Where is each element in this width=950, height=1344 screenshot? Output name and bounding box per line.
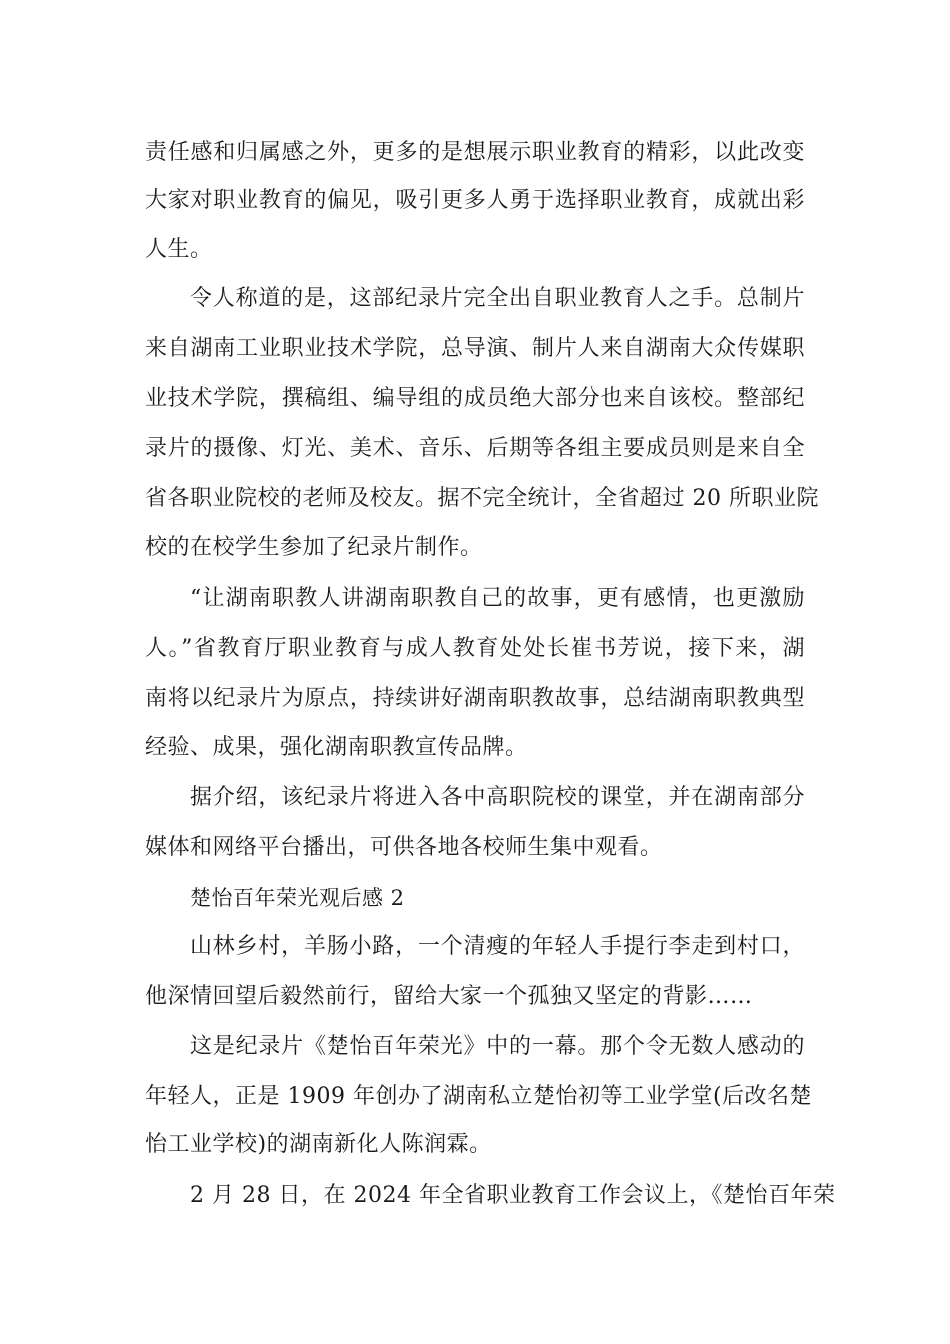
text-line: 人。”省教育厅职业教育与成人教育处处长崔书芳说，接下来，湖 (145, 636, 805, 661)
text-line: 他深情回望后毅然前行，留给大家一个孤独又坚定的背影…… (145, 984, 753, 1009)
text-line: 来自湖南工业职业技术学院，总导演、制片人来自湖南大众传媒职 (145, 336, 805, 361)
text-line: 校的在校学生参加了纪录片制作。 (145, 535, 483, 560)
text-line: 经验、成果，强化湖南职教宣传品牌。 (145, 735, 528, 760)
text-line: 业技术学院，撰稿组、编导组的成员绝大部分也来自该校。整部纪 (145, 386, 805, 411)
text-line: 南将以纪录片为原点，持续讲好湖南职教故事，总结湖南职教典型 (145, 686, 805, 711)
text-line: 媒体和网络平台播出，可供各地各校师生集中观看。 (145, 835, 663, 860)
text-line: 2 月 28 日，在 2024 年全省职业教育工作会议上，《楚怡百年荣 (190, 1183, 836, 1208)
text-line: “让湖南职教人讲湖南职教自己的故事，更有感情，也更激励 (190, 586, 805, 611)
text-line: 令人称道的是，这部纪录片完全出自职业教育人之手。总制片 (190, 286, 805, 311)
section-heading: 楚怡百年荣光观后感 2 (190, 886, 405, 910)
text-line: 山林乡村，羊肠小路，一个清瘦的年轻人手提行李走到村口， (190, 934, 805, 959)
text-line: 录片的摄像、灯光、美术、音乐、后期等各组主要成员则是来自全 (145, 436, 805, 461)
text-line: 年轻人，正是 1909 年创办了湖南私立楚怡初等工业学堂(后改名楚 (145, 1084, 813, 1109)
text-line: 人生。 (145, 237, 213, 262)
text-line: 这是纪录片《楚怡百年荣光》中的一幕。那个令无数人感动的 (190, 1034, 805, 1059)
text-line: 怡工业学校)的湖南新化人陈润霖。 (145, 1132, 492, 1157)
text-line: 大家对职业教育的偏见，吸引更多人勇于选择职业教育，成就出彩 (145, 188, 805, 213)
text-line: 责任感和归属感之外，更多的是想展示职业教育的精彩，以此改变 (145, 140, 805, 165)
text-line: 据介绍，该纪录片将进入各中高职院校的课堂，并在湖南部分 (190, 785, 805, 810)
text-line: 省各职业院校的老师及校友。据不完全统计，全省超过 20 所职业院 (145, 486, 819, 511)
